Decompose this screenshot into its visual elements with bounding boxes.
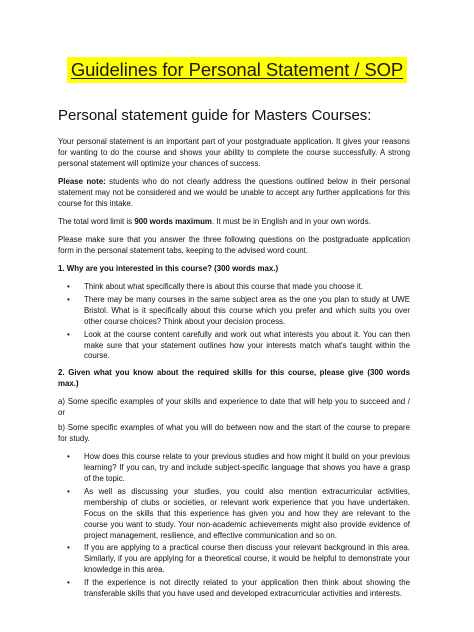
list-item	[67, 294, 410, 328]
note-text: students who do not clearly address the questions outlined below in their personal statement may not be considered and we would be unable to accept any further applications for this course for this intake.	[58, 176, 410, 208]
question-2-heading: 2. Given what you know about the required skills for this course, please give (300 words max.)	[58, 368, 410, 389]
word-limit-before: The total word limit is	[58, 216, 135, 226]
question-1-list	[58, 282, 410, 362]
question-2-option-b: b) Some specific examples of what you will do between now and the start of the course to prepare for study.	[58, 423, 410, 444]
title-block	[0, 57, 474, 83]
list-item-text: There may be many courses in the same subject area as the one you plan to study at UWE Bristol. What is it specifically about this course which you prefer and which suits you over other course choices? Think about your decision process.	[84, 294, 410, 326]
section-heading: Personal statement guide for Masters Courses:	[58, 107, 372, 124]
list-item-text: Think about what specifically there is about this course that made you choose it.	[84, 282, 363, 291]
word-limit-paragraph	[58, 217, 410, 228]
bullet-icon: •	[67, 282, 70, 291]
note-paragraph	[58, 177, 410, 210]
list-item	[67, 282, 410, 293]
list-item	[67, 329, 410, 363]
word-limit-bold: 900 words maximum	[134, 216, 212, 226]
list-item	[67, 486, 410, 542]
bullet-icon: •	[67, 543, 70, 553]
bullet-icon: •	[67, 329, 70, 339]
list-item-text: If you are applying to a practical course then discuss your relevant background in this area. Similarly, if you are applying for a theoretical course, it would be helpful to demonstrate your knowledge in this area.	[84, 543, 410, 575]
list-item-text: As well as discussing your studies, you could also mention extracurricular activities, membership of clubs or societies, or relevant work experience that you have undertaken. Focus on the skills that this experience has given you and how they are relevant to the course you want to study. Your non-academic achievements might also provide evidence of project management, resilience, and effective communication and so on.	[84, 486, 410, 540]
list-item	[67, 452, 410, 485]
bullet-icon: •	[67, 452, 70, 462]
document-body	[58, 137, 410, 606]
list-item-text: Look at the course content carefully and work out what interests you about it. You can then make sure that your statement outlines how your interests match what's taught within the course.	[84, 329, 410, 361]
list-item-text: If the experience is not directly related to your application then think about showing the transferable skills that you have used and developed extracurricular activities and interests.	[84, 578, 410, 599]
word-limit-after: . It must be in English and in your own words.	[211, 216, 371, 226]
bullet-icon: •	[67, 294, 70, 304]
question-2-list	[58, 452, 410, 600]
bullet-icon: •	[67, 578, 70, 588]
question-1-heading: 1. Why are you interested in this course? (300 words max.)	[58, 263, 279, 273]
document-title: Guidelines for Personal Statement / SOP	[67, 57, 407, 83]
list-item-text: How does this course relate to your previous studies and how might it build on your previous learning? If you can, try and include subject-specific language that shows you have a grasp of the topic.	[84, 452, 410, 483]
instructions-paragraph: Please make sure that you answer the three following questions on the postgraduate application form in the personal statement tabs, keeping to the advised word count.	[58, 234, 410, 255]
question-2-option-a: a) Some specific examples of your skills and experience to date that will help you to succeed and / or	[58, 397, 410, 418]
note-label: Please note:	[58, 176, 106, 186]
list-item	[67, 578, 410, 600]
intro-paragraph: Your personal statement is an important part of your postgraduate application. It gives your reasons for wanting to do the course and shows your ability to complete the course successfully. A strong personal statement will optimize your chances of success.	[58, 137, 410, 168]
list-item	[67, 543, 410, 576]
bullet-icon: •	[67, 486, 70, 496]
